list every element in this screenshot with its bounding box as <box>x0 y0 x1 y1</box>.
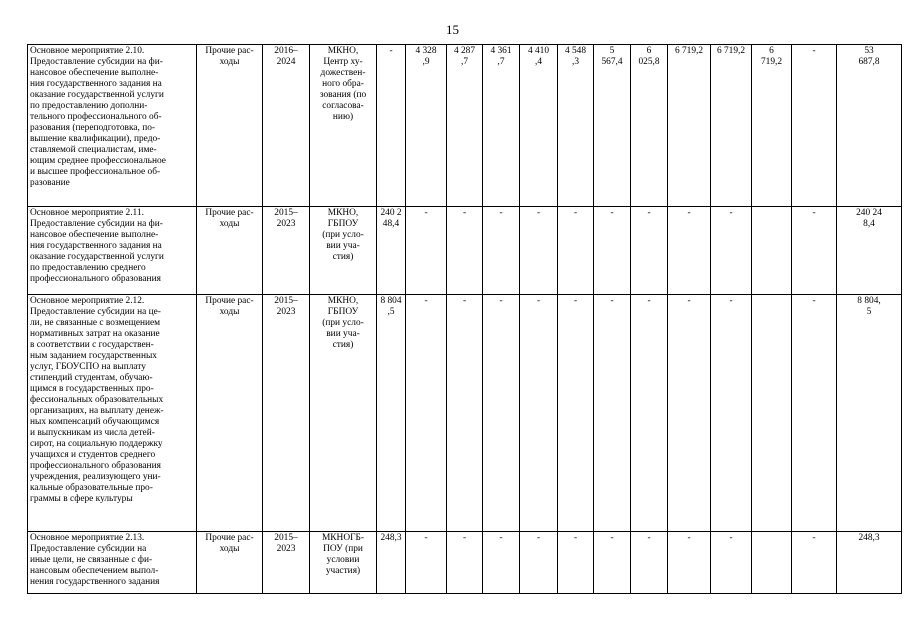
value-line: - <box>610 208 614 218</box>
value-line: 025,8 <box>638 57 660 67</box>
year-value-cell <box>711 45 752 207</box>
executor-cell <box>310 295 377 532</box>
value-line: - <box>687 208 691 218</box>
year-value-cell <box>520 295 558 532</box>
activity-description-cell-line: нения государственного задания <box>30 577 160 587</box>
year-value-cell <box>558 45 594 207</box>
year-value-cell <box>711 207 752 295</box>
period-cell <box>263 295 310 532</box>
total-value-cell <box>837 295 902 532</box>
value-line: 6 <box>769 46 774 56</box>
activity-description-cell-line: оказание государственной услуги <box>30 90 164 100</box>
year-value-cell <box>752 45 792 207</box>
value-line: 248,3 <box>858 533 880 543</box>
value-line: 4 548 <box>564 46 587 56</box>
year-value-cell <box>631 207 668 295</box>
table-row <box>28 207 902 295</box>
expense-type-cell-line: ходы <box>219 219 240 229</box>
value-line: - <box>389 46 393 56</box>
year-value-cell <box>520 532 558 594</box>
value-line: - <box>424 296 428 306</box>
executor-cell-line: МКНО, <box>327 208 359 218</box>
executor-cell-line: согласова- <box>322 101 364 111</box>
activity-description-cell-line: ющим среднее профессиональное <box>30 156 166 166</box>
total-value-cell <box>837 532 902 594</box>
expense-type-cell <box>197 207 263 295</box>
activity-description-cell-line: Основное мероприятие 2.11. <box>30 208 144 218</box>
value-line: - <box>573 533 578 543</box>
value-line: - <box>812 533 816 543</box>
year-value-cell <box>483 295 520 532</box>
activity-description-cell-line: по предоставлению среднего <box>30 263 146 273</box>
activity-description-cell-line: профессионального образования <box>30 274 161 284</box>
activity-description-cell-line: ставляемой специалистам, име- <box>30 145 157 155</box>
activity-description-cell-line: Предоставление субсидии на це- <box>30 307 161 317</box>
period-cell-line: 2015– <box>274 296 298 306</box>
year-value-cell <box>377 207 406 295</box>
activity-description-cell-line: организациях, на выплату денеж- <box>30 406 164 416</box>
year-value-cell <box>792 295 837 532</box>
value-line: - <box>573 296 578 306</box>
executor-cell-line: вии уча- <box>326 329 360 339</box>
executor-cell-line: ГБПОУ <box>327 307 359 317</box>
executor-cell-line: МКНОГБ- <box>321 533 365 543</box>
year-value-cell <box>483 45 520 207</box>
activity-description-cell-line: Предоставление субсидии на <box>30 544 147 554</box>
year-value-cell <box>406 532 447 594</box>
executor-cell-line: ПОУ (при <box>323 544 363 554</box>
value-line: 240 24 <box>856 208 882 218</box>
value-line: 48,4 <box>382 219 400 229</box>
executor-cell-line: (при усло- <box>322 230 364 240</box>
value-line: ,5 <box>387 307 395 317</box>
expense-type-cell-line: ходы <box>219 307 240 317</box>
activity-description-cell-line: тельного профессионального об- <box>30 112 162 122</box>
program-activities-table <box>27 44 902 594</box>
period-cell-line: 2015– <box>274 533 298 543</box>
value-line: 8 804 <box>380 296 402 306</box>
period-cell-line: 2024 <box>276 57 296 67</box>
value-line: - <box>536 296 541 306</box>
activity-description-cell-line: вышение квалификации), предо- <box>30 134 161 144</box>
value-line: ,7 <box>497 57 505 67</box>
period-cell-line: 2023 <box>276 219 296 229</box>
year-value-cell <box>792 207 837 295</box>
activity-description-cell-line: услуг, ГБОУСПО на выплату <box>30 362 146 372</box>
activity-description-cell-line: разование <box>30 178 70 188</box>
period-cell-line: 2023 <box>276 544 296 554</box>
executor-cell-line: участия) <box>325 566 361 576</box>
value-line: 6 <box>646 46 652 56</box>
year-value-cell <box>668 532 711 594</box>
value-line: - <box>729 208 733 218</box>
year-value-cell <box>377 532 406 594</box>
activity-description-cell <box>28 532 197 594</box>
expense-type-cell <box>197 532 263 594</box>
value-line: 567,4 <box>601 57 623 67</box>
value-line: - <box>499 533 503 543</box>
value-line: 53 <box>864 46 874 56</box>
activity-description-cell-line: учреждения, реализующего уни- <box>30 472 161 482</box>
value-line: 4 287 <box>453 46 476 56</box>
period-cell <box>263 207 310 295</box>
activity-description-cell-line: Предоставление субсидии на фи- <box>30 219 163 229</box>
expense-type-cell-line: ходы <box>219 544 240 554</box>
value-line: 8,4 <box>863 219 875 229</box>
value-line: ,3 <box>571 57 580 67</box>
year-value-cell <box>447 295 483 532</box>
value-line: 4 410 <box>527 46 550 56</box>
value-line: ,7 <box>460 57 469 67</box>
expense-type-cell-line: ходы <box>219 57 240 67</box>
value-line: - <box>462 296 467 306</box>
activity-description-cell-line: Основное мероприятие 2.13. <box>30 533 145 543</box>
activity-description-cell-line: разования (переподготовка, по- <box>30 123 156 133</box>
activity-description-cell-line: сирот, на социальную поддержку <box>30 439 163 449</box>
executor-cell-line: стия) <box>332 340 354 350</box>
value-line: - <box>499 208 503 218</box>
executor-cell-line: условии <box>326 555 360 565</box>
activity-description-cell-line: нансовое обеспечение выполне- <box>30 68 159 78</box>
executor-cell-line: МКНО, <box>327 296 359 306</box>
year-value-cell <box>520 207 558 295</box>
year-value-cell <box>594 295 631 532</box>
year-value-cell <box>594 45 631 207</box>
value-line: - <box>812 296 816 306</box>
period-cell-line: 2016– <box>274 46 298 56</box>
year-value-cell <box>520 45 558 207</box>
activity-description-cell <box>28 207 197 295</box>
activity-description-cell-line: нормативных затрат на оказание <box>30 329 160 339</box>
expense-type-cell <box>197 45 263 207</box>
period-cell <box>263 45 310 207</box>
year-value-cell <box>447 532 483 594</box>
year-value-cell <box>377 295 406 532</box>
value-line: - <box>499 296 503 306</box>
year-value-cell <box>558 207 594 295</box>
activity-description-cell-line: профессионального образования <box>30 461 161 471</box>
activity-description-cell-line: ных компенсаций обучающимся <box>30 417 160 427</box>
value-line: - <box>687 533 691 543</box>
executor-cell-line: вии уча- <box>326 241 360 251</box>
value-line: - <box>812 208 816 218</box>
year-value-cell <box>558 532 594 594</box>
executor-cell-line: дожествен- <box>320 68 366 78</box>
executor-cell-line: нию) <box>332 112 354 122</box>
value-line: 8 804, <box>857 296 881 306</box>
value-line: - <box>729 296 733 306</box>
year-value-cell <box>483 207 520 295</box>
value-line: 5 <box>609 46 615 56</box>
activity-description-cell-line: нансовым обеспечением выпол- <box>30 566 159 576</box>
year-value-cell <box>668 207 711 295</box>
year-value-cell <box>377 45 406 207</box>
value-line: ,4 <box>534 57 543 67</box>
activity-description-cell-line: оказание государственной услуги <box>30 252 164 262</box>
expense-type-cell-line: Прочие рас- <box>205 533 254 543</box>
value-line: - <box>536 208 541 218</box>
year-value-cell <box>711 532 752 594</box>
year-value-cell <box>447 207 483 295</box>
activity-description-cell-line: стипендий студентам, обучаю- <box>30 373 153 383</box>
year-value-cell <box>406 45 447 207</box>
total-value-cell <box>837 207 902 295</box>
total-value-cell <box>837 45 902 207</box>
activity-description-cell-line: учащихся и студентов среднего <box>30 450 156 460</box>
activity-description-cell-line: по предоставлению дополни- <box>30 101 148 111</box>
activity-description-cell-line: Предоставление субсидии на фи- <box>30 57 163 67</box>
page-number: 15 <box>446 22 459 37</box>
value-line: - <box>462 208 467 218</box>
year-value-cell <box>752 532 792 594</box>
year-value-cell <box>406 207 447 295</box>
activity-description-cell-line: иные цели, не связанные с фи- <box>30 555 153 565</box>
period-cell-line: 2015– <box>274 208 298 218</box>
executor-cell-line: ГБПОУ <box>327 219 359 229</box>
expense-type-cell-line: Прочие рас- <box>205 296 254 306</box>
executor-cell-line: МКНО, <box>327 46 359 56</box>
year-value-cell <box>668 295 711 532</box>
activity-description-cell-line: в соответствии с государствен- <box>30 340 154 350</box>
activity-description-cell-line: граммы в сфере культуры <box>30 494 133 504</box>
table-row <box>28 532 902 594</box>
year-value-cell <box>668 45 711 207</box>
period-cell-line: 2023 <box>276 307 296 317</box>
executor-cell-line: ного обра- <box>322 79 364 89</box>
value-line: - <box>462 533 467 543</box>
value-line: - <box>536 533 541 543</box>
value-line: - <box>812 46 816 56</box>
activity-description-cell-line: нансовое обеспечение выполне- <box>30 230 159 240</box>
value-line: - <box>647 208 651 218</box>
year-value-cell <box>594 207 631 295</box>
expense-type-cell <box>197 295 263 532</box>
value-line: 248,3 <box>380 533 402 543</box>
table-body <box>28 45 902 594</box>
period-cell <box>263 532 310 594</box>
activity-description-cell-line: Основное мероприятие 2.12. <box>30 296 145 306</box>
activity-description-cell-line: ли, не связанные с возмещением <box>30 318 161 328</box>
activity-description-cell <box>28 45 197 207</box>
year-value-cell <box>792 532 837 594</box>
year-value-cell <box>558 295 594 532</box>
value-line: - <box>424 208 428 218</box>
activity-description-cell-line: кальные образовательные про- <box>30 483 153 493</box>
value-line: - <box>729 533 733 543</box>
table-row <box>28 295 902 532</box>
year-value-cell <box>406 295 447 532</box>
year-value-cell <box>752 295 792 532</box>
activity-description-cell-line: Основное мероприятие 2.10. <box>30 46 145 56</box>
year-value-cell <box>631 45 668 207</box>
executor-cell-line: (при усло- <box>322 318 364 328</box>
executor-cell-line: зования (по <box>319 90 367 100</box>
value-line: 6 719,2 <box>674 46 704 56</box>
value-line: - <box>687 296 691 306</box>
activity-description-cell-line: и высшее профессиональное об- <box>30 167 161 177</box>
executor-cell <box>310 45 377 207</box>
expense-type-cell-line: Прочие рас- <box>205 208 254 218</box>
executor-cell <box>310 207 377 295</box>
year-value-cell <box>752 207 792 295</box>
value-line: - <box>573 208 578 218</box>
year-value-cell <box>594 532 631 594</box>
activity-description-cell-line: и выпускникам из числа детей- <box>30 428 155 438</box>
value-line: - <box>610 296 614 306</box>
value-line: 6 719,2 <box>716 46 746 56</box>
year-value-cell <box>483 532 520 594</box>
value-line: 719,2 <box>760 57 783 67</box>
expense-type-cell-line: Прочие рас- <box>205 46 254 56</box>
value-line: - <box>647 533 651 543</box>
year-value-cell <box>792 45 837 207</box>
value-line: 4 328 <box>415 46 437 56</box>
value-line: - <box>424 533 428 543</box>
value-line: - <box>647 296 651 306</box>
year-value-cell <box>631 532 668 594</box>
year-value-cell <box>631 295 668 532</box>
value-line: 5 <box>866 307 872 317</box>
activity-description-cell-line: ным заданием государственных <box>30 351 157 361</box>
value-line: 240 2 <box>380 208 402 218</box>
executor-cell <box>310 532 377 594</box>
executor-cell-line: стия) <box>332 252 354 262</box>
value-line: 4 361 <box>490 46 512 56</box>
activity-description-cell-line: ния государственного задания на <box>30 241 162 251</box>
value-line: - <box>610 533 614 543</box>
activity-description-cell-line: фессиональных образовательных <box>30 395 164 405</box>
year-value-cell <box>711 295 752 532</box>
activity-description-cell-line: щимся в государственных про- <box>30 384 154 394</box>
activity-description-cell <box>28 295 197 532</box>
year-value-cell <box>447 45 483 207</box>
value-line: ,9 <box>422 57 430 67</box>
value-line: 687,8 <box>858 57 880 67</box>
table-row <box>28 45 902 207</box>
executor-cell-line: Центр ху- <box>323 57 363 67</box>
activity-description-cell-line: ния государственного задания на <box>30 79 162 89</box>
